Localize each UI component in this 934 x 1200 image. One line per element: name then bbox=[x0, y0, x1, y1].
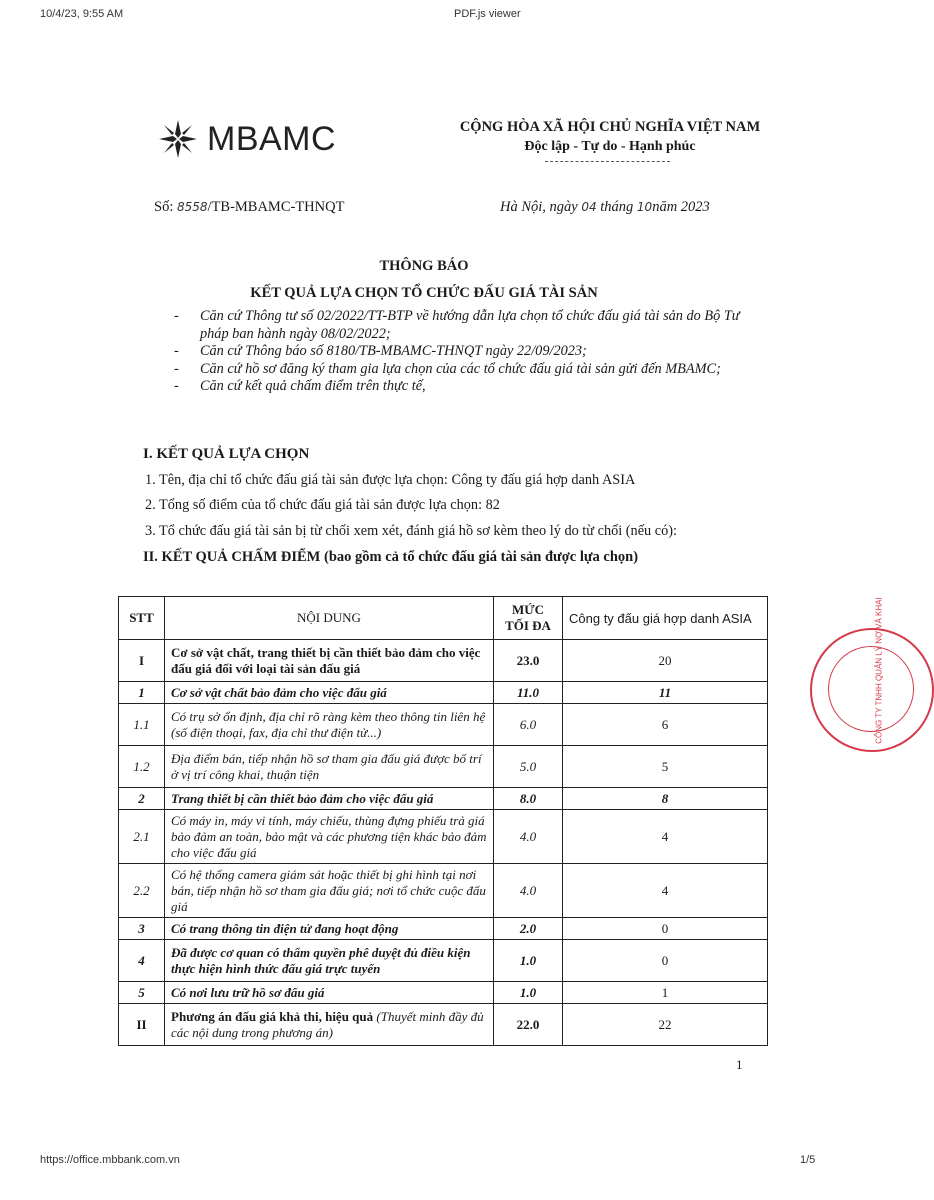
document-date bbox=[500, 199, 710, 216]
star-logo-icon bbox=[155, 116, 201, 162]
cell-stt: 2 bbox=[119, 788, 165, 810]
cell-score: 4 bbox=[563, 864, 768, 918]
cell-stt: 2.2 bbox=[119, 864, 165, 918]
score-table bbox=[118, 596, 768, 1046]
table-row bbox=[119, 918, 768, 940]
seal-inner-ring bbox=[828, 646, 914, 732]
section2-heading: II. KẾT QUẢ CHẤM ĐIỂM (bao gồm cả tổ chức đấu giá tài sản được lựa chọn) bbox=[143, 549, 639, 565]
cell-stt: 2.1 bbox=[119, 810, 165, 864]
table-row bbox=[119, 746, 768, 788]
cell-stt: 1.1 bbox=[119, 704, 165, 746]
basis-item: - Căn cứ kết quả chấm điểm trên thực tế, bbox=[174, 378, 426, 394]
date-prefix: Hà Nội, ngày bbox=[500, 199, 582, 215]
cell-content: Trang thiết bị cần thiết bảo đảm cho việc đấu giá bbox=[165, 788, 494, 810]
cell-content: Đã được cơ quan có thẩm quyền phê duyệt đủ điều kiện thực hiện hình thức đấu giá trực tuyến bbox=[165, 940, 494, 982]
table-row bbox=[119, 982, 768, 1004]
cell-stt: 1.2 bbox=[119, 746, 165, 788]
cell-stt: II bbox=[119, 1004, 165, 1046]
cell-content: Địa điểm bán, tiếp nhận hồ sơ tham gia đấu giá được bố trí ở vị trí công khai, thuận tiện bbox=[165, 746, 494, 788]
cell-score: 0 bbox=[563, 940, 768, 982]
table-row bbox=[119, 682, 768, 704]
print-datetime: 10/4/23, 9:55 AM bbox=[40, 8, 124, 20]
cell-max: 6.0 bbox=[494, 704, 563, 746]
cell-content: Có hệ thống camera giám sát hoặc thiết bị ghi hình tại nơi bán, tiếp nhận hồ sơ tham gia đấu giá; nơi tổ chức cuộc đấu giá bbox=[165, 864, 494, 918]
date-mid: tháng bbox=[596, 199, 637, 215]
cell-max: 11.0 bbox=[494, 682, 563, 704]
basis-item: - Căn cứ hồ sơ đăng ký tham gia lựa chọn của các tổ chức đấu giá tài sản gửi đến MBAMC; bbox=[174, 360, 721, 377]
cell-content: Có máy in, máy vi tính, máy chiếu, thùng đựng phiếu trả giá bảo đảm an toàn, bảo mật và các phương tiện khác bảo đảm cho việc đấu giá bbox=[165, 810, 494, 864]
doc-number-prefix: Số: bbox=[154, 199, 177, 215]
doc-number-handwritten: 8558 bbox=[176, 200, 208, 214]
cell-stt: 1 bbox=[119, 682, 165, 704]
cell-max: 4.0 bbox=[494, 810, 563, 864]
cell-score: 5 bbox=[563, 746, 768, 788]
nation-title: CỘNG HÒA XÃ HỘI CHỦ NGHĨA VIỆT NAM bbox=[459, 119, 761, 135]
seal-text: CÔNG TY TNHH QUẢN LÝ NỢ VÀ KHAI bbox=[874, 597, 884, 744]
cell-score: 11 bbox=[563, 682, 768, 704]
doc-number-suffix: /TB-MBAMC-THNQT bbox=[207, 199, 345, 215]
section1-item1: 1. Tên, địa chỉ tổ chức đấu giá tài sản được lựa chọn: Công ty đấu giá hợp danh ASIA bbox=[145, 472, 636, 488]
table-row bbox=[119, 640, 768, 682]
section1-item2: 2. Tổng số điểm của tổ chức đấu giá tài sản được lựa chọn: 82 bbox=[145, 497, 500, 513]
cell-max: 2.0 bbox=[494, 918, 563, 940]
cell-score: 6 bbox=[563, 704, 768, 746]
cell-max: 22.0 bbox=[494, 1004, 563, 1046]
cell-score: 8 bbox=[563, 788, 768, 810]
cell-max: 4.0 bbox=[494, 864, 563, 918]
cell-score: 20 bbox=[563, 640, 768, 682]
page-number: 1 bbox=[736, 1057, 743, 1072]
cell-score: 1 bbox=[563, 982, 768, 1004]
print-url: https://office.mbbank.com.vn bbox=[40, 1154, 180, 1166]
cell-max: 1.0 bbox=[494, 940, 563, 982]
header-stt: STT bbox=[119, 597, 165, 640]
document-number bbox=[154, 199, 344, 216]
table-row bbox=[119, 788, 768, 810]
table-row bbox=[119, 810, 768, 864]
table-header-row bbox=[119, 597, 768, 640]
logo-text: MBAMC bbox=[207, 119, 337, 158]
table-row bbox=[119, 704, 768, 746]
mbamc-logo bbox=[155, 116, 336, 162]
cell-stt: I bbox=[119, 640, 165, 682]
cell-score: 22 bbox=[563, 1004, 768, 1046]
header-content: NỘI DUNG bbox=[165, 597, 494, 640]
basis-item: - Căn cứ Thông tư số 02/2022/TT-BTP về hướng dẫn lựa chọn tổ chức đấu giá tài sản do Bộ Tư pháp ban hành ngày 08/02/2022; bbox=[174, 308, 740, 342]
cell-content: Cơ sở vật chất bảo đảm cho việc đấu giá bbox=[165, 682, 494, 704]
cell-stt: 5 bbox=[119, 982, 165, 1004]
motto-divider bbox=[545, 161, 670, 162]
print-title: PDF.js viewer bbox=[454, 8, 521, 20]
table-row bbox=[119, 1004, 768, 1046]
cell-max: 8.0 bbox=[494, 788, 563, 810]
cell-score: 4 bbox=[563, 810, 768, 864]
section1-item3: 3. Tổ chức đấu giá tài sản bị từ chối xem xét, đánh giá hồ sơ kèm theo lý do từ chối (nếu có): bbox=[145, 523, 678, 539]
date-day-handwritten: 04 bbox=[581, 200, 597, 214]
header-max: MỨC TỐI ĐA bbox=[494, 597, 563, 640]
cell-content: Có trang thông tin điện tử đang hoạt động bbox=[165, 918, 494, 940]
print-page-indicator: 1/5 bbox=[800, 1154, 816, 1166]
cell-stt: 4 bbox=[119, 940, 165, 982]
header-company: Công ty đấu giá hợp danh ASIA bbox=[563, 597, 768, 640]
cell-max: 5.0 bbox=[494, 746, 563, 788]
cell-score: 0 bbox=[563, 918, 768, 940]
cell-stt: 3 bbox=[119, 918, 165, 940]
cell-content: Có trụ sở ổn định, địa chỉ rõ ràng kèm theo thông tin liên hệ (số điện thoại, fax, địa chỉ thư điện tử...) bbox=[165, 704, 494, 746]
cell-max: 23.0 bbox=[494, 640, 563, 682]
motto: Độc lập - Tự do - Hạnh phúc bbox=[524, 139, 696, 154]
cell-content: Có nơi lưu trữ hồ sơ đấu giá bbox=[165, 982, 494, 1004]
cell-content: Cơ sở vật chất, trang thiết bị cần thiết bảo đảm cho việc đấu giá đối với loại tài sản đấu giá bbox=[165, 640, 494, 682]
notice-title: THÔNG BÁO bbox=[379, 258, 469, 274]
table-row bbox=[119, 864, 768, 918]
notice-subtitle: KẾT QUẢ LỰA CHỌN TỔ CHỨC ĐẤU GIÁ TÀI SẢN bbox=[250, 285, 598, 301]
section1-heading: I. KẾT QUẢ LỰA CHỌN bbox=[143, 446, 310, 462]
cell-content: Phương án đấu giá khả thi, hiệu quả (Thuyết minh đầy đủ các nội dung trong phương án) bbox=[165, 1004, 494, 1046]
cell-max: 1.0 bbox=[494, 982, 563, 1004]
date-month-handwritten: 10 bbox=[636, 200, 653, 214]
date-suffix: năm 2023 bbox=[652, 199, 710, 215]
company-seal-stamp bbox=[810, 597, 934, 752]
basis-list bbox=[174, 308, 754, 396]
table-row bbox=[119, 940, 768, 982]
basis-item: - Căn cứ Thông báo số 8180/TB-MBAMC-THNQT ngày 22/09/2023; bbox=[174, 343, 587, 359]
